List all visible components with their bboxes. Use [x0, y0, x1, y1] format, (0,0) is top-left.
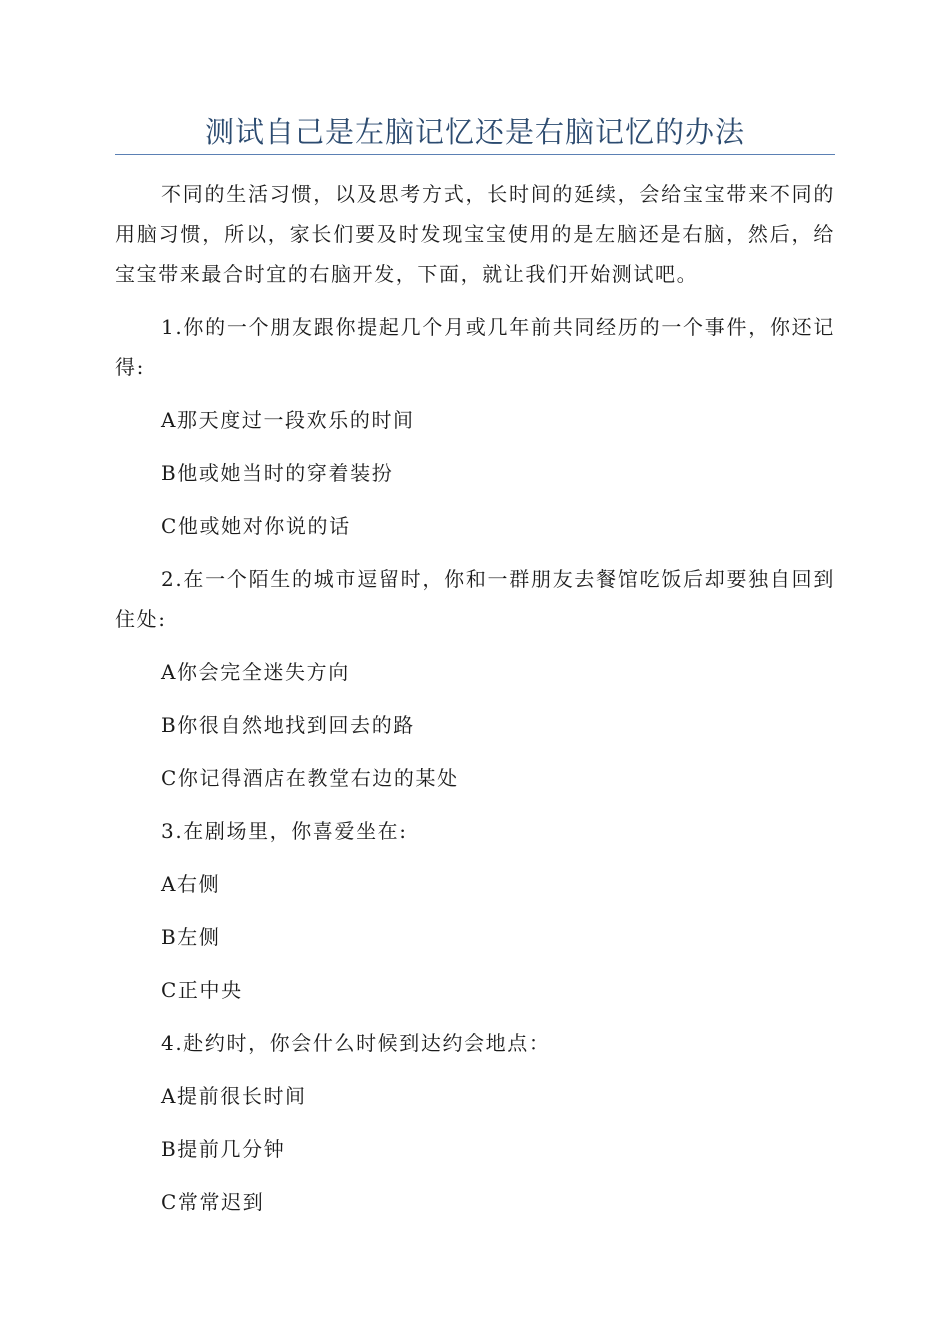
- option-a: A提前很长时间: [161, 1084, 307, 1108]
- option-a: A你会完全迷失方向: [161, 660, 350, 684]
- question-text: 3.在剧场里，你喜爱坐在:: [161, 819, 408, 843]
- option-c: C他或她对你说的话: [161, 514, 351, 538]
- option-b: B你很自然地找到回去的路: [161, 713, 415, 737]
- question-text: 1.你的一个朋友跟你提起几个月或几年前共同经历的一个事件，你还记得:: [115, 315, 835, 379]
- option-c: C常常迟到: [161, 1190, 265, 1214]
- title-underline: [115, 154, 835, 155]
- option-a: A那天度过一段欢乐的时间: [161, 408, 415, 432]
- option-b: B提前几分钟: [161, 1137, 286, 1161]
- document-title: 测试自己是左脑记忆还是右脑记忆的办法: [204, 115, 745, 149]
- question-block: [115, 307, 835, 546]
- question-block: [115, 811, 835, 1010]
- intro-paragraph: 不同的生活习惯，以及思考方式，长时间的延续，会给宝宝带来不同的用脑习惯，所以，家长们要及时发现宝宝使用的是左脑还是右脑，然后，给宝宝带来最合时宜的右脑开发，下面，就让我们开始测试吧。: [115, 182, 835, 286]
- option-c: C你记得酒店在教堂右边的某处: [161, 766, 459, 790]
- option-c: C正中央: [161, 978, 243, 1002]
- option-b: B左侧: [161, 925, 221, 949]
- option-a: A右侧: [161, 872, 221, 896]
- document-body: [115, 174, 835, 1235]
- question-block: [115, 559, 835, 798]
- question-text: 2.在一个陌生的城市逗留时，你和一群朋友去餐馆吃饭后却要独自回到住处:: [115, 567, 835, 631]
- option-b: B他或她当时的穿着装扮: [161, 461, 394, 485]
- question-block: [115, 1023, 835, 1222]
- question-text: 4.赴约时，你会什么时候到达约会地点：: [161, 1031, 551, 1055]
